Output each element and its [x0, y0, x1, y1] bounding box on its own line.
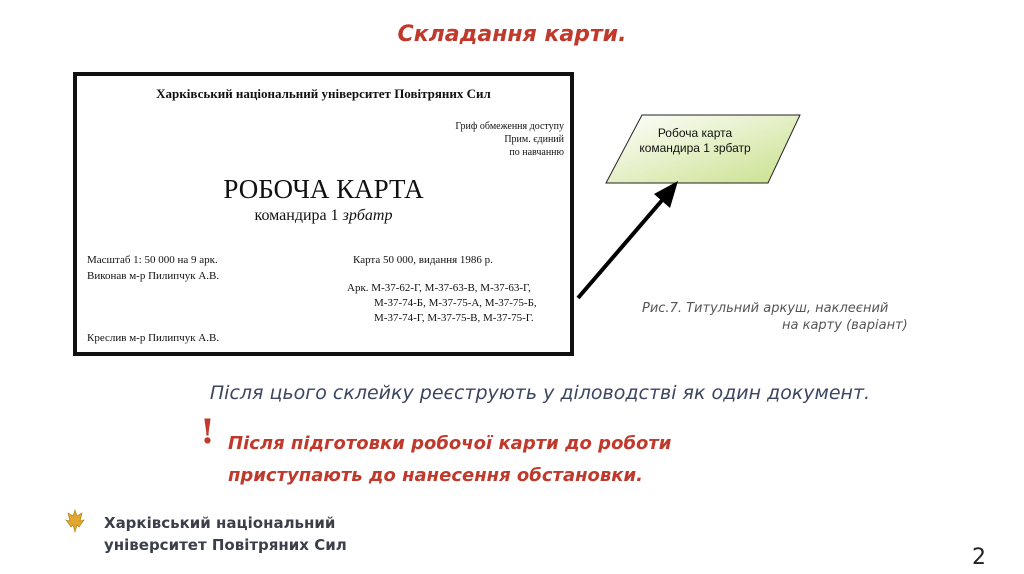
classification-line: по навчанню	[509, 147, 564, 158]
sheet-subtitle-prefix: командира 1	[254, 207, 343, 224]
registry-note: Після цього склейку реєструють у діловодстві як один документ.	[209, 382, 871, 404]
sheet-university-name: Харківський національний університет Повітряних Сил	[156, 86, 491, 101]
sheet-drawn-by: Креслив м-р Пилипчук А.В.	[87, 332, 220, 344]
sheet-subtitle-unit: зрбатр	[342, 207, 393, 224]
footer-university	[104, 512, 347, 556]
sheet-list-line: М-37-74-Б, М-37-75-А, М-37-75-Б,	[374, 297, 537, 309]
preparation-note	[228, 428, 788, 492]
preparation-note-line: приступають до нанесення обстановки.	[228, 465, 643, 486]
sheet-list-line: М-37-74-Г, М-37-75-В, М-37-75-Г.	[374, 312, 534, 324]
label-card-text	[620, 126, 770, 156]
sheet-executed-by: Виконав м-р Пилипчук А.В.	[87, 270, 220, 282]
classification-line: Гриф обмеження доступу	[455, 121, 564, 132]
sheet-map-edition: Карта 50 000, видання 1986 р.	[353, 254, 493, 266]
footer-university-line: університет Повітряних Сил	[104, 536, 347, 554]
preparation-note-line: Після підготовки робочої карти до роботи	[228, 433, 672, 454]
footer-university-line: Харківський національний	[104, 514, 336, 532]
sheet-title: РОБОЧА КАРТА	[223, 174, 424, 204]
classification-line: Прим. єдиний	[504, 134, 564, 145]
trident-emblem-icon	[62, 508, 88, 534]
exclamation-mark: !	[200, 412, 215, 452]
label-card-line: командира 1 зрбатр	[639, 141, 751, 155]
slide-title: Складання карти.	[397, 22, 627, 47]
caption-line: на карту (варіант)	[782, 318, 908, 333]
caption-line: Рис.7. Титульний аркуш, наклеєний	[642, 301, 889, 316]
pointer-arrow-shaft	[578, 198, 664, 298]
page-number: 2	[972, 545, 986, 570]
sheet-list-line: Арк. М-37-62-Г, М-37-63-В, М-37-63-Г,	[347, 282, 531, 294]
label-card-line: Робоча карта	[657, 126, 733, 140]
figure-caption	[642, 300, 932, 334]
sheet-scale: Масштаб 1: 50 000 на 9 арк.	[87, 254, 218, 266]
